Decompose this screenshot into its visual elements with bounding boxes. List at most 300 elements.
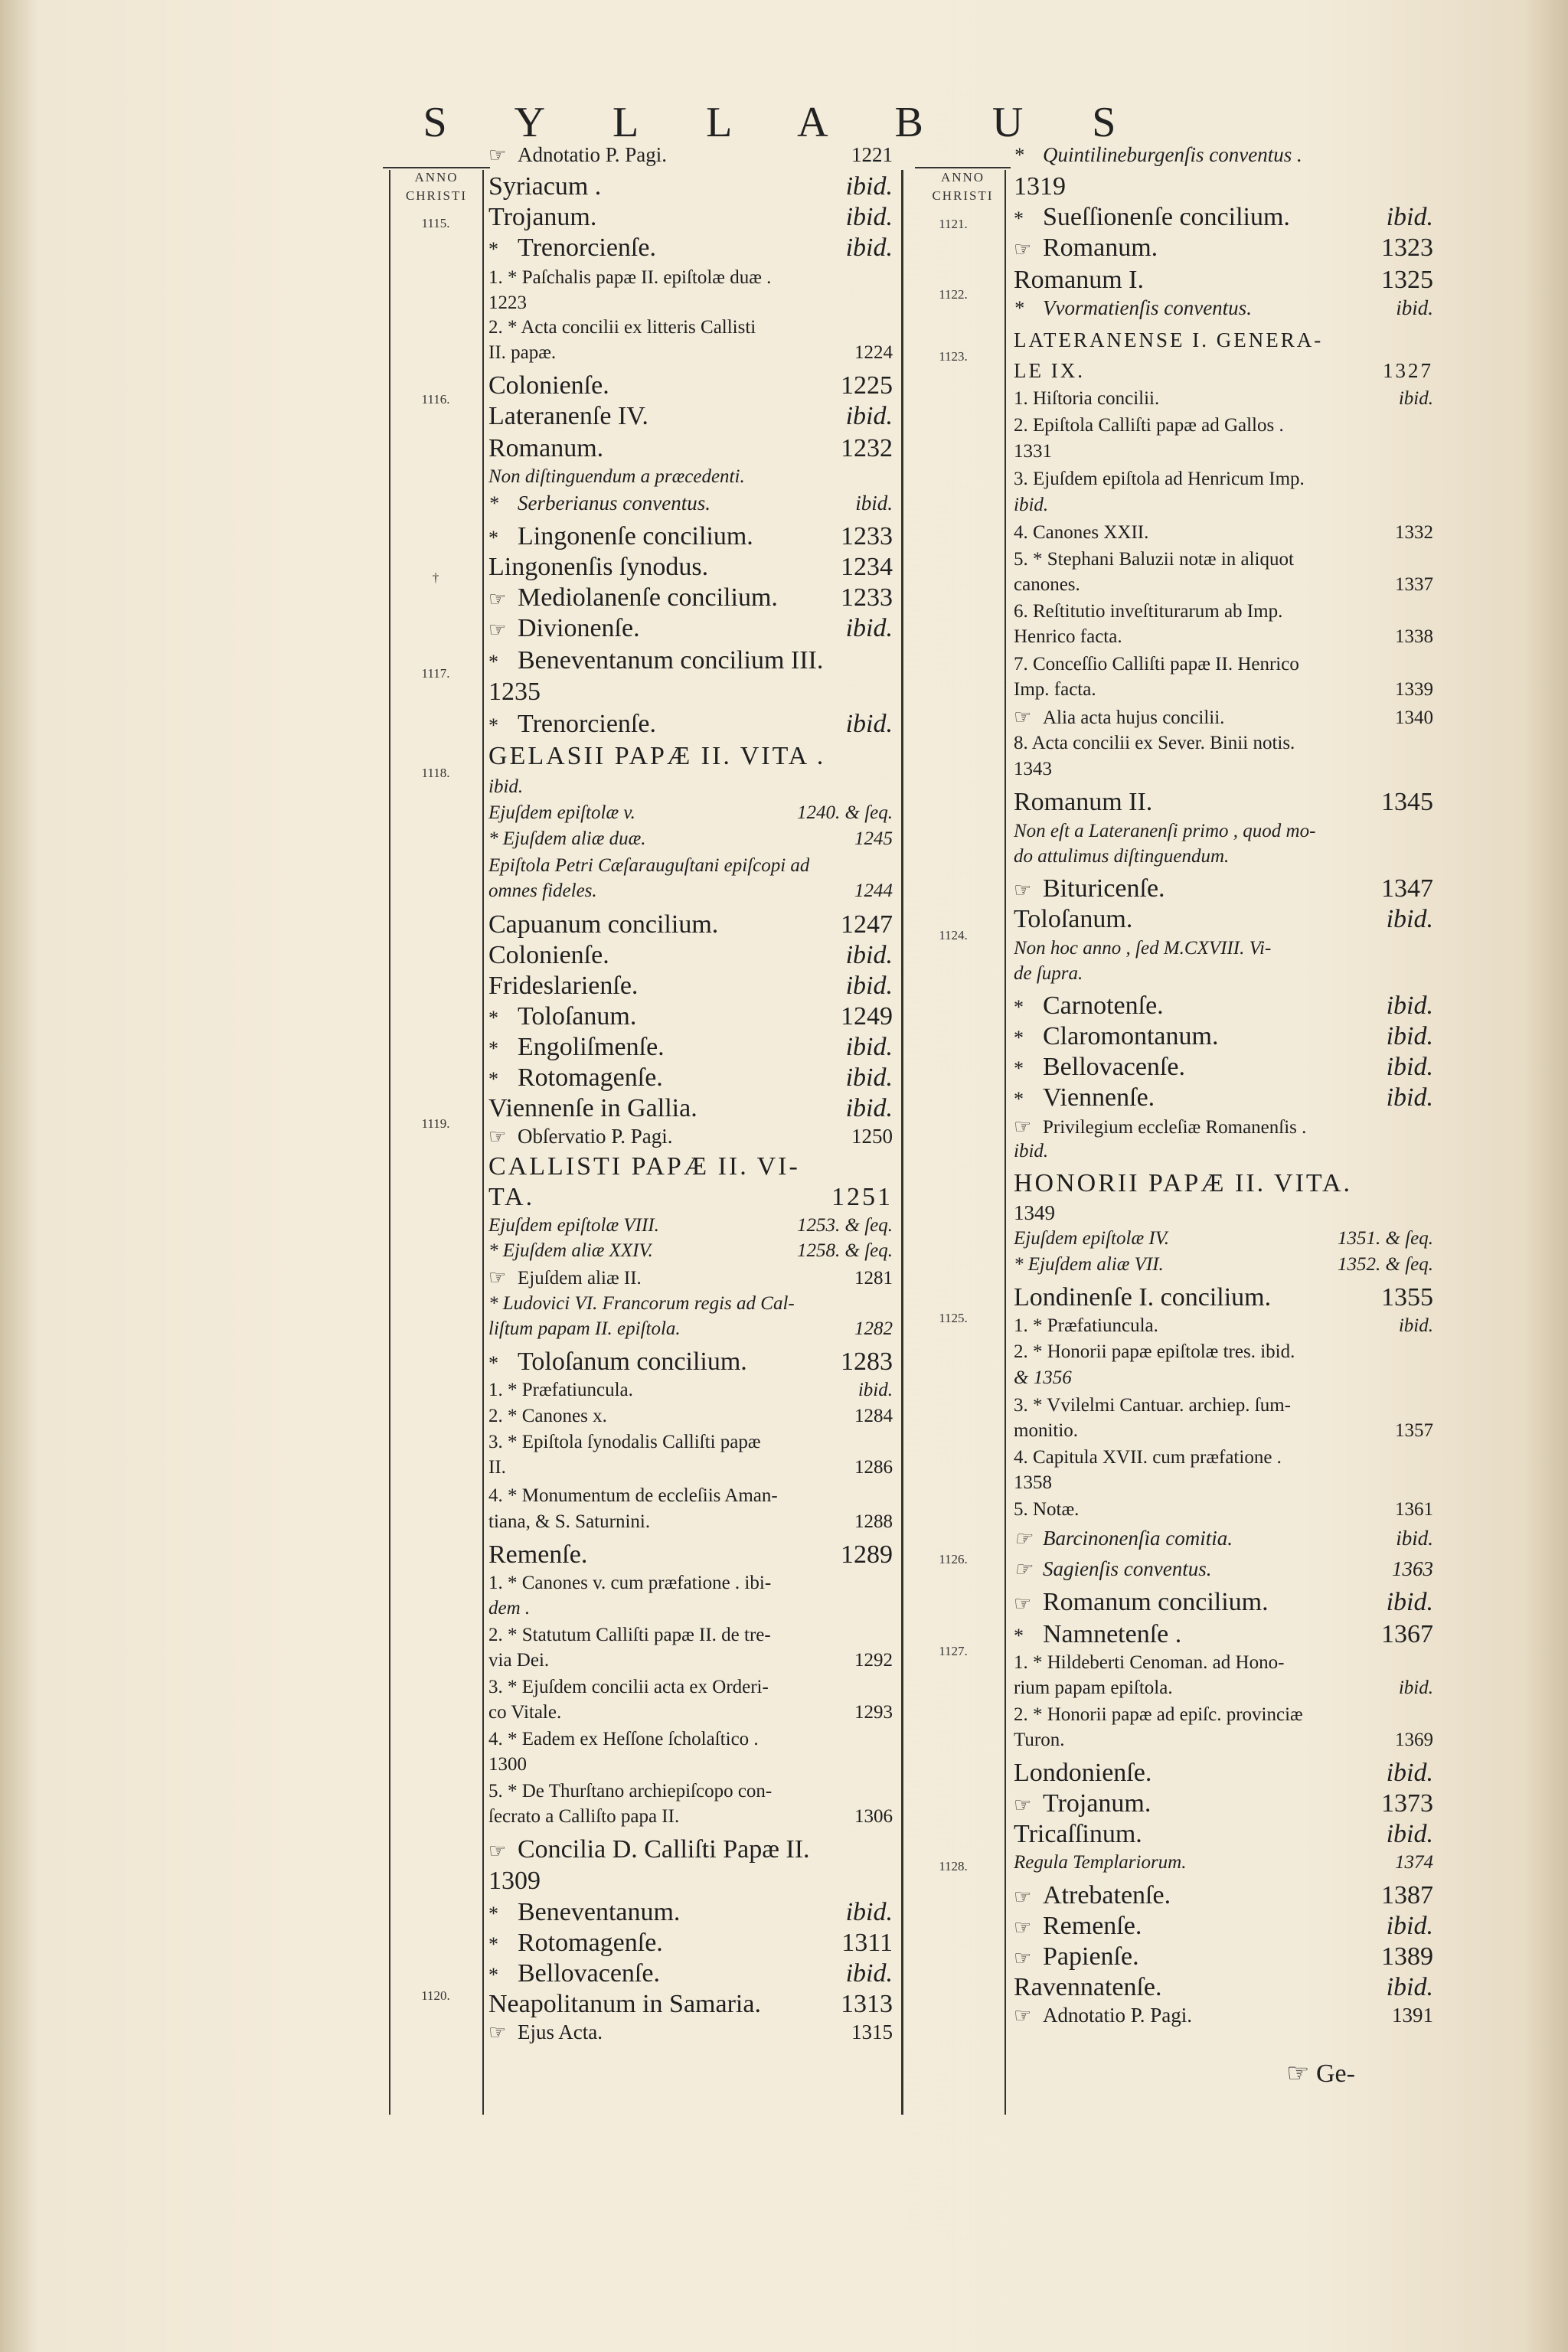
index-entry [488,802,893,824]
entry-text: Lateranenſe IV. [488,402,648,430]
pointing-hand-icon: ☞ [1014,1794,1032,1816]
index-entry [1014,1116,1433,1138]
entry-text: * Ejuſdem aliæ XXIV. [488,1240,653,1261]
entry-text: Bituricenſe. [1043,874,1165,903]
entry-title [1014,574,1080,596]
entry-title [488,1573,771,1594]
asterisk-mark: * [488,1964,498,1986]
entry-text: Trenorcienſe. [518,710,656,738]
entry-title [1014,706,1224,729]
entry-text: 1309 [488,1867,541,1895]
entry-text: Non diſtinguendum a præcedenti. [488,466,745,487]
entry-title [1014,1169,1352,1198]
entry-title [1014,874,1165,903]
entry-text: 1319 [1014,172,1066,201]
pointing-hand-icon: ☞ [1014,1558,1032,1580]
entry-text: 1. * Paſchalis papæ II. epiſtolæ duæ . [488,267,772,288]
entry-title [1014,1620,1181,1649]
pointing-hand-icon: ☞ [1014,1916,1032,1939]
entry-text: Toloſanum concilium. [518,1348,747,1376]
page-reference: ibid. [1386,1588,1433,1616]
pointing-hand-icon: ☞ [1014,1592,1032,1615]
index-entry [488,143,893,167]
entry-text: Bellovacenſe. [518,1959,660,1988]
entry-title [1014,1420,1078,1442]
asterisk-mark: * [488,714,498,737]
entry-title [1014,1395,1291,1416]
entry-title [488,1293,795,1315]
entry-text: II. papæ. [488,342,557,363]
index-entry [1014,359,1433,383]
pointing-hand-icon: ☞ [1014,706,1032,728]
entry-text: Adnotatio P. Pagi. [518,143,668,166]
asterisk-mark: * [1014,144,1024,166]
index-entry [1014,1652,1433,1674]
index-entry [1014,469,1433,490]
entry-text: * Ludovici VI. Francorum regis ad Cal- [488,1293,795,1314]
page-reference: 1244 [854,880,893,901]
asterisk-mark: * [1014,996,1024,1018]
index-entry [1014,1588,1433,1617]
entry-text: omnes fideles. [488,880,597,901]
index-entry [1014,415,1433,436]
entry-title [488,972,638,1001]
page-reference: ibid. [855,492,893,514]
index-entry [1014,733,1433,754]
entry-title [1014,1022,1218,1051]
index-entry [1014,1620,1433,1649]
index-entry [1014,788,1433,817]
index-entry [1014,328,1433,352]
entry-title [1014,1820,1142,1849]
entry-title [1014,359,1085,383]
index-entry [1014,846,1433,867]
index-entry [488,614,893,643]
index-entry [488,1432,893,1453]
index-entry [1014,296,1433,320]
entry-title [488,1898,680,1927]
left-entry-column [488,0,896,2113]
entry-text: Ejuſdem epiſtolæ VIII. [488,1215,659,1236]
index-entry [488,1125,893,1148]
entry-title [1014,601,1282,622]
pointing-hand-icon: ☞ [1014,1527,1032,1550]
page-title: S Y L L A B U S [423,99,1145,146]
entry-text: Sueſſionenſe concilium. [1043,203,1290,231]
entry-text: Trojanum. [1043,1789,1152,1818]
entry-title [488,802,635,824]
page-reference: ibid. [1396,1527,1433,1550]
index-entry [1014,266,1433,295]
entry-text: 1. * Præfatiuncula. [488,1380,633,1400]
index-entry [488,492,893,515]
entry-title [488,742,825,771]
entry-title [1014,1053,1185,1082]
index-entry [488,941,893,970]
page-reference: 1221 [851,143,893,166]
entry-text: 3. * Epiſtola ſynodalis Calliſti papæ [488,1432,761,1452]
entry-text: ibid. [1014,495,1049,515]
entry-text: 7. Conceſſio Calliſti papæ II. Henrico [1014,654,1299,675]
entry-title [488,1540,587,1570]
entry-title [488,828,646,850]
page-reference: 1355 [1381,1283,1433,1312]
column-rule [482,170,484,2115]
page-reference: 1327 [1383,359,1433,382]
page-reference: 1293 [854,1702,893,1723]
entry-text: Romanum I. [1014,266,1144,294]
entry-text: Romanum II. [1014,788,1153,816]
index-entry [488,1266,893,1289]
entry-title [1014,1789,1151,1818]
entry-text: Londonienſe. [1014,1759,1152,1787]
entry-text: Papienſe. [1043,1942,1139,1971]
asterisk-mark: * [1014,1088,1024,1110]
year-label: 1121. [939,217,968,231]
entry-title [1014,759,1052,780]
index-entry [1014,1557,1433,1581]
index-entry [1014,938,1433,959]
index-entry [1014,1201,1433,1225]
entry-title [1014,1367,1072,1389]
page-reference: 1311 [841,1929,893,1957]
entry-title [1014,415,1284,436]
page-reference: 1374 [1395,1852,1433,1873]
asterisk-mark: * [488,1933,498,1955]
index-entry [1014,522,1433,544]
index-entry [1014,388,1433,410]
entry-title [1014,1704,1303,1726]
entry-title [488,434,603,463]
entry-text: Atrebatenſe. [1043,1881,1171,1909]
index-entry [488,880,893,902]
entry-text: Lingonenſis ſynodus. [488,553,709,581]
entry-text: Non eſt a Lateranenſi primo , quod mo- [1014,821,1316,841]
page-reference: 1253. & ſeq. [797,1215,893,1236]
entry-text: ibid. [488,776,524,797]
index-entry [488,646,893,675]
entry-title [1014,679,1096,701]
index-entry [488,371,893,400]
index-entry [1014,1447,1433,1468]
entry-title [488,1063,663,1093]
page-reference: ibid. [1386,1759,1433,1787]
page-reference: 1233 [841,583,893,612]
entry-text: Serberianus conventus. [518,492,710,514]
entry-text: Rotomagenſe. [518,1929,663,1957]
entry-title [1014,549,1294,570]
asterisk-mark: * [488,1903,498,1925]
page-reference: ibid. [845,234,893,262]
index-entry [1014,441,1433,462]
entry-text: CALLISTI PAPÆ II. VI- [488,1152,800,1181]
entry-title [488,1650,549,1671]
index-entry [488,1183,893,1212]
entry-title [488,522,753,551]
entry-text: Trojanum. [488,203,597,231]
entry-text: 1358 [1014,1472,1052,1493]
entry-title [488,678,541,707]
index-entry [1014,1942,1433,1971]
index-entry [1014,1973,1433,2002]
page-reference: ibid. [1398,388,1433,409]
index-entry [1014,1283,1433,1312]
entry-text: Turon. [1014,1730,1065,1750]
asterisk-mark: * [488,651,498,673]
year-label: 1123. [939,349,968,364]
year-label: 1116. [421,392,450,407]
catchword: ☞ Ge- [1286,2060,1355,2088]
entry-text: Bellovacenſe. [1043,1053,1185,1081]
entry-text: 1. * Canones v. cum præfatione . ibi- [488,1573,772,1593]
entry-text: 2. * Honorii papæ epiſtolæ tres. ibid. [1014,1341,1295,1362]
entry-title [488,1598,530,1619]
index-entry [488,1806,893,1828]
entry-title [1014,1447,1282,1468]
page-reference: 1339 [1395,679,1433,700]
entry-title [1014,143,1302,167]
entry-title [1014,1228,1169,1250]
page-reference: ibid. [1386,1973,1433,2001]
entry-title [1014,441,1052,462]
page-reference: ibid. [1386,1912,1433,1940]
asterisk-mark: * [1014,1625,1024,1647]
pointing-hand-icon: ☞ [1014,1947,1032,1969]
entry-title [1014,846,1229,867]
index-entry [1014,991,1433,1021]
entry-title [488,1266,642,1289]
index-entry [488,317,893,338]
index-entry [1014,2004,1433,2027]
entry-title [488,614,640,643]
entry-title [1014,1341,1295,1363]
entry-text: Sagienſis conventus. [1043,1557,1212,1580]
page-reference: ibid. [845,941,893,969]
page-reference: 1286 [854,1457,893,1478]
index-entry [1014,759,1433,780]
page-reference: 1352. & ſeq. [1338,1254,1433,1275]
entry-title [488,203,596,232]
entry-text: 2. Epiſtola Calliſti papæ ad Gallos . [1014,415,1284,436]
entry-title [488,492,710,515]
index-entry [488,1702,893,1723]
entry-title [1014,1652,1284,1674]
entry-title [1014,1942,1139,1971]
entry-title [488,1485,778,1507]
entry-text: canones. [1014,574,1080,595]
entry-title [1014,1730,1064,1751]
entry-title [488,371,609,400]
index-entry [488,1063,893,1093]
entry-text: LE IX. [1014,359,1085,382]
index-entry [1014,1083,1433,1112]
year-label: 1119. [421,1116,450,1131]
page-reference: 1323 [1381,234,1433,262]
page-reference: 1369 [1395,1730,1433,1750]
index-entry [488,1033,893,1062]
entry-title [488,855,809,877]
entry-title [488,1511,650,1533]
entry-title [1014,1677,1173,1699]
page-reference: ibid. [845,1959,893,1988]
page-reference: 1289 [841,1540,893,1569]
entry-text: Namnetenſe . [1043,1620,1182,1648]
index-entry [488,203,893,232]
index-entry [488,828,893,850]
index-entry [488,553,893,582]
page-reference: 1232 [841,434,893,462]
page-reference: ibid. [845,1898,893,1926]
entry-text: Ravennatenſe. [1014,1973,1162,2001]
pointing-hand-icon: ☞ [1014,1886,1032,1908]
index-entry [1014,1499,1433,1521]
entry-title [1014,203,1290,232]
entry-title [1014,1881,1171,1910]
entry-title [1014,388,1159,410]
entry-text: II. [488,1457,506,1478]
entry-text: Claromontanum. [1043,1022,1219,1050]
entry-text: liſtum papam II. epiſtola. [488,1318,681,1339]
entry-text: Tricaſſinum. [1014,1820,1142,1848]
entry-text: 4. Canones XXII. [1014,522,1149,543]
entry-title [488,234,656,263]
page-reference: 1283 [841,1348,893,1376]
column-rule [389,170,390,2115]
page-reference: 1292 [854,1650,893,1671]
entry-text: 1235 [488,678,541,706]
page-reference: 1325 [1381,266,1433,294]
entry-text: 5. Notæ. [1014,1499,1080,1520]
index-entry [488,1406,893,1427]
entry-text: Quintilineburgenſis conventus . [1043,143,1302,166]
entry-title [1014,296,1252,320]
page-reference: ibid. [845,710,893,738]
page-reference: 1247 [841,910,893,939]
entry-title [488,776,523,798]
entry-title [488,1959,660,1988]
entry-text: 4. * Eadem ex Heſſone ſcholaſtico . [488,1729,759,1749]
entry-text: & 1356 [1014,1367,1072,1388]
entry-text: Ejus Acta. [518,2020,603,2043]
index-entry [488,2020,893,2044]
entry-text: 1300 [488,1754,527,1775]
year-label: 1124. [939,928,968,942]
entry-title [488,880,597,902]
entry-title [488,2020,603,2044]
index-entry [488,1990,893,2019]
page-reference: 1345 [1381,788,1433,816]
page-reference: 1373 [1381,1789,1433,1818]
index-entry [488,1650,893,1671]
page-reference: 1347 [1381,874,1433,903]
entry-title [1014,1588,1269,1617]
index-entry [1014,1367,1433,1389]
entry-text: Romanum. [1043,234,1158,262]
index-entry [1014,1730,1433,1751]
year-label: 1117. [421,666,450,681]
entry-text: Imp. facta. [1014,679,1096,700]
entry-title [1014,1472,1052,1494]
entry-text: Ejuſdem epiſtolæ IV. [1014,1228,1169,1249]
entry-title [1014,905,1132,934]
entry-title [488,1781,772,1802]
entry-text: via Dei. [488,1650,550,1671]
page-reference: 1288 [854,1511,893,1532]
entry-text: 5. * De Thurſtano archiepiſcopo con- [488,1781,773,1802]
index-entry [488,742,893,771]
index-entry [1014,495,1433,516]
entry-text: 2. * Honorii papæ ad epiſc. provinciæ [1014,1704,1303,1725]
entry-text: Toloſanum. [1014,905,1133,933]
index-entry [488,1929,893,1958]
entry-title [1014,1254,1164,1276]
entry-text: 2. * Canones x. [488,1406,607,1426]
entry-text: Henrico facta. [1014,626,1122,647]
page-reference: ibid. [1386,1022,1433,1050]
entry-text: HONORII PAPÆ II. VITA. [1014,1169,1353,1197]
index-entry [488,342,893,364]
index-entry [1014,874,1433,903]
entry-title [1014,172,1066,201]
entry-text: Obſervatio P. Pagi. [518,1125,673,1148]
year-label: 1120. [421,1988,450,2003]
index-entry [1014,1472,1433,1494]
index-entry [488,1677,893,1698]
column-rule [1004,170,1006,2115]
entry-title [488,1125,673,1148]
entry-title [488,267,771,289]
index-entry [488,1318,893,1340]
entry-title [1014,1283,1271,1312]
entry-title [488,1033,665,1062]
index-entry [488,1002,893,1031]
entry-text: Beneventanum. [518,1898,681,1926]
asterisk-mark: * [1014,1027,1024,1049]
pointing-hand-icon: ☞ [488,1125,507,1148]
entry-title [1014,991,1164,1021]
index-entry [1014,234,1433,263]
index-entry [488,1240,893,1262]
index-entry [488,1754,893,1775]
page-reference: 1357 [1395,1420,1433,1441]
asterisk-mark: * [488,492,498,514]
entry-title [488,1702,561,1723]
pointing-hand-icon: ☞ [488,2021,507,2043]
page-reference: 1234 [841,553,893,581]
asterisk-mark: * [488,527,498,549]
page-reference: ibid. [845,614,893,642]
page-reference: ibid. [845,1063,893,1092]
index-entry [488,583,893,612]
asterisk-mark: * [488,1037,498,1060]
page-reference: ibid. [1396,296,1433,319]
entry-text: Toloſanum. [518,1002,637,1031]
entry-title [488,292,527,314]
index-entry [488,466,893,488]
entry-text: Syriacum . [488,172,602,201]
page-reference: 1245 [854,828,893,849]
anno-label: ANNO [940,170,985,185]
index-entry [1014,821,1433,842]
entry-title [1014,1083,1155,1112]
index-entry [488,1625,893,1646]
page-reference: 1391 [1392,2004,1433,2027]
entry-text: Viennenſe. [1043,1083,1155,1112]
entry-text: Adnotatio P. Pagi. [1043,2004,1193,2027]
index-entry [488,910,893,939]
entry-title [1014,1116,1306,1138]
entry-text: Remenſe. [488,1540,588,1569]
